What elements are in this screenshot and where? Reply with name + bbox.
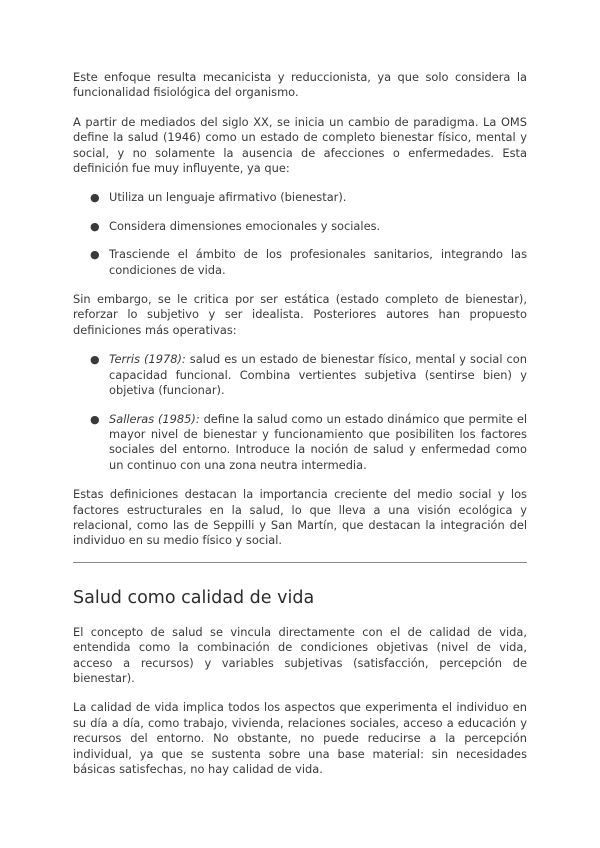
bullet-icon: ● — [90, 248, 100, 262]
author-terris: Terris (1978): — [109, 352, 186, 367]
list-item — [73, 190, 527, 205]
bullet-icon: ● — [90, 412, 100, 426]
oms-advantages-list — [73, 190, 527, 278]
bullet-icon: ● — [90, 191, 100, 205]
list-item — [73, 352, 527, 398]
bullet-icon: ● — [90, 219, 100, 233]
paragraph-oms-definition: A partir de mediados del siglo XX, se inicia un cambio de paradigma. La OMS define la salud (1946) como un estado de completo bienestar físico, mental y social, y no solamente la ausencia de afecciones o enfermedades. Esta definición fue muy influyente, ya que: — [73, 114, 527, 176]
paragraph-ecological-view: Estas definiciones destacan la importancia creciente del medio social y los factores estructurales en la salud, lo que lleva a una visión ecológica y relacional, como las de Seppilli y San Martín, que destacan la integración del individuo en su medio físico y social. — [73, 487, 527, 548]
list-item-text: Considera dimensiones emocionales y sociales. — [109, 218, 381, 233]
list-item-text: salud es un estado de bienestar físico, mental y social con capacidad funcional. Combina vertientes subjetiva (sentirse bien) y objetiva (funcionar). — [109, 352, 527, 398]
section-heading: Salud como calidad de vida — [73, 587, 315, 608]
list-item — [73, 412, 527, 474]
document-page — [73, 70, 527, 777]
list-item-text: Trasciende el ámbito de los profesionales sanitarios, integrando las condiciones de vida. — [109, 247, 527, 277]
paragraph-criticism: Sin embargo, se le critica por ser estática (estado completo de bienestar), reforzar lo subjetivo y ser idealista. Posteriores autores han propuesto definiciones más operativas: — [73, 292, 527, 337]
bullet-icon: ● — [90, 353, 100, 367]
operative-definitions-list — [73, 352, 527, 473]
list-item — [73, 219, 527, 234]
paragraph-quality-of-life-detail: La calidad de vida implica todos los aspectos que experimenta el individuo en su día a día, como trabajo, vivienda, relaciones sociales, acceso a educación y recursos del entorno. No obstante, no puede reducirse a la percepción individual, ya que se sustenta sobre una base material: sin necesidades básicas satisfechas, no hay calidad de vida. — [73, 700, 527, 776]
author-salleras: Salleras (1985): — [109, 411, 200, 426]
list-item — [73, 247, 527, 278]
list-item-text: Utiliza un lenguaje afirmativo (bienestar). — [109, 190, 347, 205]
list-item-text: define la salud como un estado dinámico que permite el mayor nivel de bienestar y funcionamiento que posibiliten los factores sociales del entorno. Introduce la noción de salud y enfermedad como un continuo con una zona neutra intermedia. — [109, 411, 527, 472]
paragraph-quality-of-life: El concepto de salud se vincula directamente con el de calidad de vida, entendida como la combinación de condiciones objetivas (nivel de vida, acceso a recursos) y variables subjetivas (satisfacción, percepción de bienestar). — [73, 624, 527, 685]
section-divider — [73, 562, 527, 563]
paragraph-mechanicist: Este enfoque resulta mecanicista y reduccionista, ya que solo considera la funcionalidad fisiológica del organismo. — [73, 70, 527, 100]
